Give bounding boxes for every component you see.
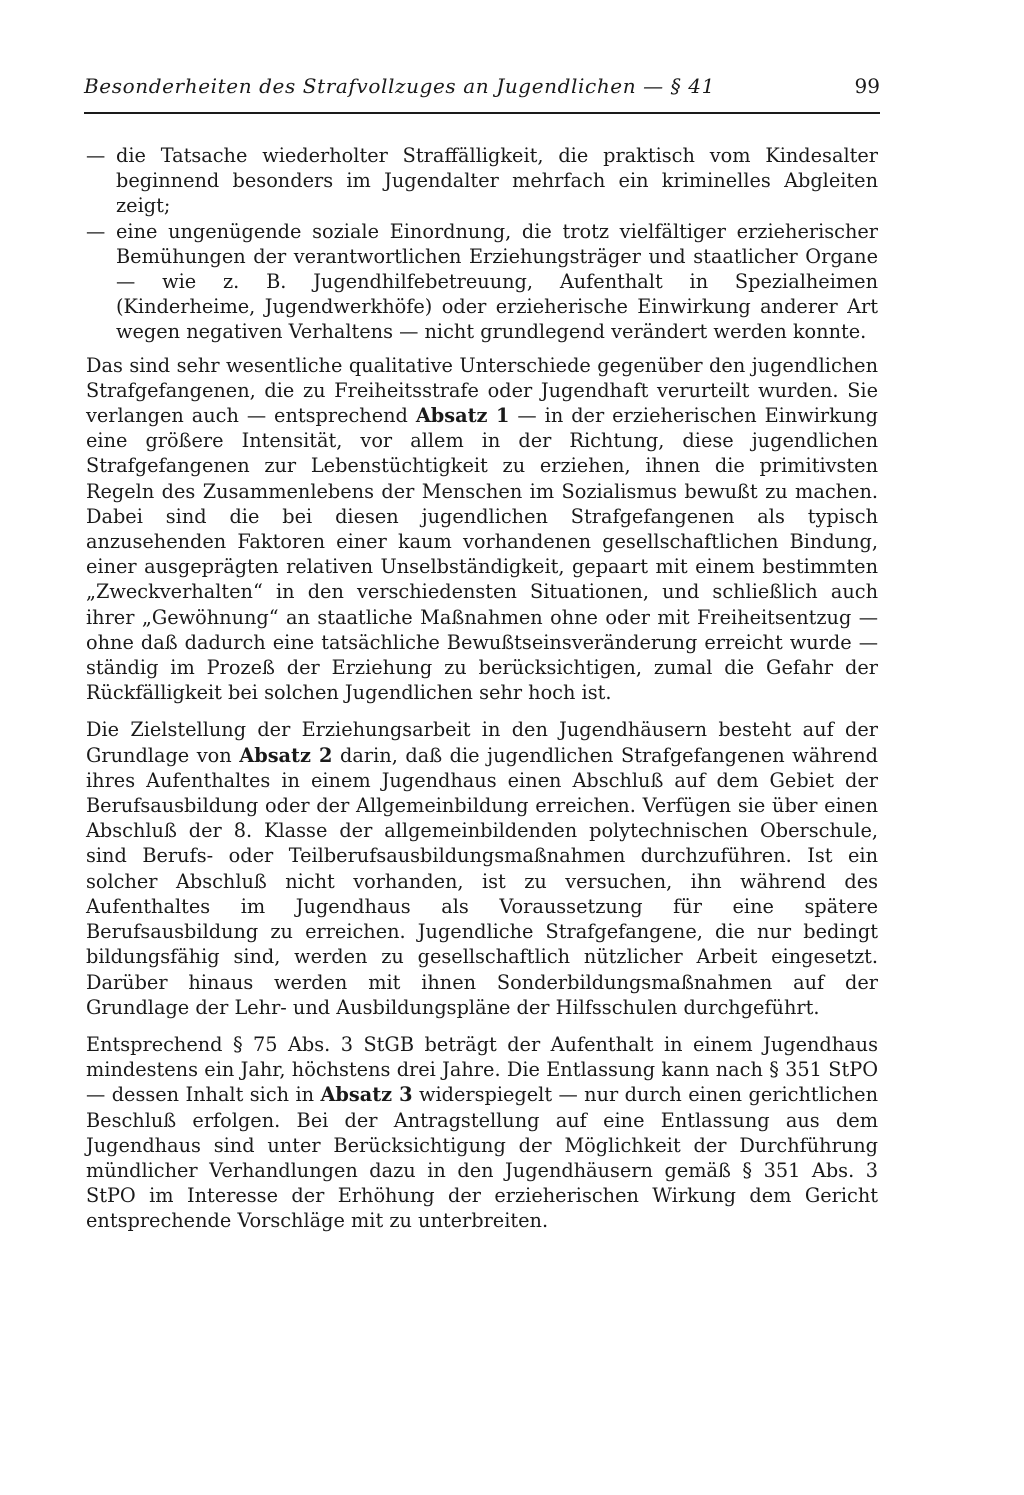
paragraph-text: Die Zielstellung der Erziehungsarbeit in den Jugendhäusern besteht auf der Grundlage von bbox=[86, 718, 878, 767]
dash-bullet: — bbox=[86, 144, 106, 167]
paragraph bbox=[86, 717, 878, 1019]
section-reference: Absatz 2 bbox=[239, 743, 333, 767]
paragraph bbox=[86, 353, 878, 706]
running-title: Besonderheiten des Strafvollzuges an Jugendlichen — § 41 bbox=[84, 74, 715, 98]
paragraph-text: Das sind sehr wesentliche qualitative Unterschiede gegenüber den jugendlichen Strafgefangenen, die zu Freiheitsstrafe oder Jugendhaft verurteilt wurden. Sie verlangen auch — entsprechend bbox=[86, 353, 878, 428]
page-body bbox=[86, 143, 878, 1234]
paragraph-text: darin, daß die jugendlichen Strafgefangenen während ihres Aufenthaltes in einem Jugendhaus einen Abschluß auf dem Gebiet der Berufsausbildung oder der Allgemeinbildung erreichen. Verfügen sie über einen Abschluß der 8. Klasse der allgemeinbildenden polytechnischen Oberschule, sind Berufs- oder Teilberufsausbildungsmaßnahmen durchzuführen. Ist ein solcher Abschluß nicht vorhanden, ist zu versuchen, ihn während des Aufenthaltes im Jugendhaus als Voraussetzung für eine spätere Berufsausbildung zu erreichen. Jugendliche Strafgefangene, die nur bedingt bildungsfähig sind, werden zu gesellschaftlich nützlicher Arbeit eingesetzt. Darüber hinaus werden mit ihnen Sonderbildungsmaßnahmen auf der Grundlage der Lehr- und Ausbildungspläne der Hilfsschulen durchgeführt. bbox=[86, 743, 878, 1019]
page-header bbox=[84, 72, 880, 106]
list-item bbox=[86, 219, 878, 345]
page-number: 99 bbox=[854, 74, 880, 98]
list-item-text: die Tatsache wiederholter Straffälligkeit, die praktisch vom Kindesalter beginnend besonders im Jugendalter mehrfach ein kriminelles Abgleiten zeigt; bbox=[116, 144, 878, 218]
paragraph-text: Entsprechend § 75 Abs. 3 StGB beträgt der Aufenthalt in einem Jugendhaus mindestens ein Jahr, höchstens drei Jahre. Die Entlassung kann nach § 351 StPO — dessen Inhalt sich in bbox=[86, 1032, 878, 1107]
paragraph bbox=[86, 1032, 878, 1234]
list-item-text: eine ungenügende soziale Einordnung, die trotz vielfältiger erzieherischer Bemühungen der verantwortlichen Erziehungsträger und staatlicher Organe — wie z. B. Jugendhilfebetreuung, Aufenthalt in Spezialheimen (Kinderheime, Jugendwerkhöfe) oder erzieherische Einwirkung anderer Art wegen negativen Verhaltens — nicht grundlegend verändert werden konnte. bbox=[116, 219, 878, 344]
dash-bullet: — bbox=[86, 219, 106, 243]
section-reference: Absatz 3 bbox=[320, 1083, 413, 1107]
list-item bbox=[86, 143, 878, 219]
section-reference: Absatz 1 bbox=[415, 404, 510, 428]
paragraph-text: widerspiegelt — nur durch einen gerichtlichen Beschluß erfolgen. Bei der Antragstellung auf eine Entlassung aus dem Jugendhaus sind unter Berücksichtigung der Möglichkeit der Durchführung mündlicher Verhandlungen dazu in den Jugendhäusern gemäß § 351 Abs. 3 StPO im Interesse der Erhöhung der erzieherischen Wirkung dem Gericht entsprechende Vorschläge mit zu unterbreiten. bbox=[86, 1083, 878, 1233]
header-rule bbox=[84, 112, 880, 114]
paragraph-text: — in der erzieherischen Einwirkung eine größere Intensität, vor allem in der Richtung, diese jugendlichen Strafgefangenen zur Lebenstüchtigkeit zu erziehen, ihnen die primitivsten Regeln des Zusammenlebens der Menschen im Sozialismus bewußt zu machen. Dabei sind die bei diesen jugendlichen Strafgefangenen als typisch anzusehenden Faktoren einer kaum vorhandenen gesellschaftlichen Bindung, einer ausgeprägten relativen Unselbständigkeit, gepaart mit einem bestimmten „Zweckverhalten“ in den verschiedensten Situationen, und schließlich auch ihrer „Gewöhnung“ an staatliche Maßnahmen ohne oder mit Freiheitsentzug — ohne daß dadurch eine tatsächliche Bewußtseinsveränderung erreicht wurde — ständig im Prozeß der Erziehung zu berücksichtigen, zumal die Gefahr der Rückfälligkeit bei solchen Jugendlichen sehr hoch ist. bbox=[86, 404, 878, 705]
